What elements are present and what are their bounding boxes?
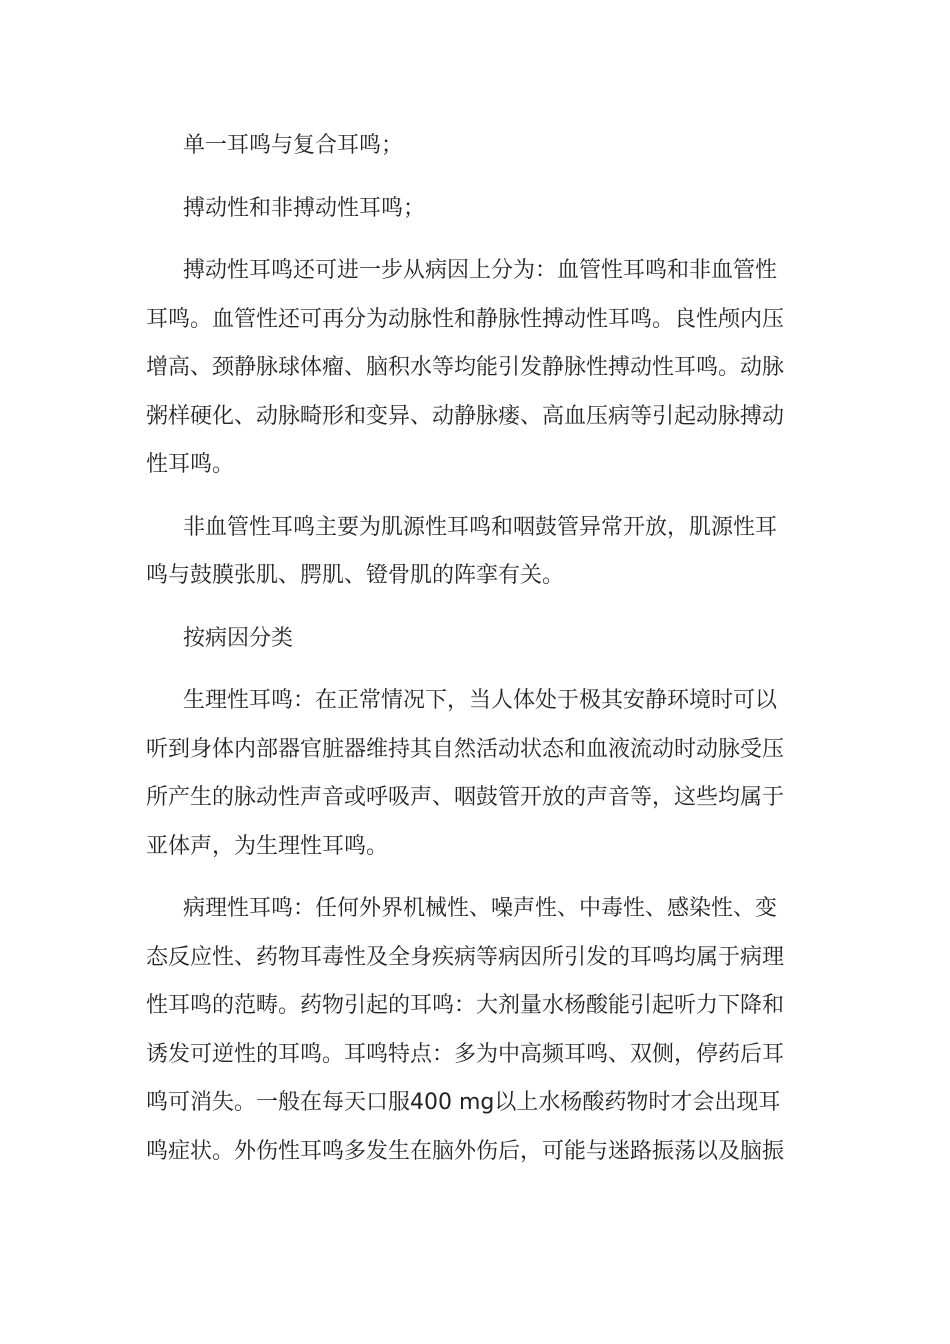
paragraph-6: 生理性耳鸣：在正常情况下，当人体处于极其安静环境时可以听到身体内部器官脏器维持其自然活动状态和血液流动时动脉受压所产生的脉动性声音或呼吸声、咽鼓管开放的声音等，这些均属于亚体声，为生理性耳鸣。 xyxy=(146,688,785,859)
paragraph-7: 病理性耳鸣：任何外界机械性、噪声性、中毒性、感染性、变态反应性、药物耳毒性及全身疾病等病因所引发的耳鸣均属于病理性耳鸣的范畴。药物引起的耳鸣：大剂量水杨酸能引起听力下降和诱发可逆性的耳鸣。耳鸣特点：多为中高频耳鸣、双侧，停药后耳鸣可消失。一般在每天口服400 mg以上水杨酸药物时才会出现耳鸣症状。外伤性耳鸣多发生在脑外伤后，可能与迷路振荡以及脑振 xyxy=(146,896,785,1164)
paragraph-1: 单一耳鸣与复合耳鸣； xyxy=(183,133,404,158)
paragraph-2: 搏动性和非搏动性耳鸣； xyxy=(183,195,426,221)
document-body xyxy=(146,122,798,1176)
paragraph-3: 搏动性耳鸣还可进一步从病因上分为：血管性耳鸣和非血管性耳鸣。血管性还可再分为动脉性和静脉性搏动性耳鸣。良性颅内压增高、颈静脉球体瘤、脑积水等均能引发静脉性搏动性耳鸣。动脉粥样硬化、动脉畸形和变异、动静脉瘘、高血压病等引起动脉搏动性耳鸣。 xyxy=(146,258,785,477)
paragraph-4: 非血管性耳鸣主要为肌源性耳鸣和咽鼓管异常开放，肌源性耳鸣与鼓膜张肌、腭肌、镫骨肌的阵挛有关。 xyxy=(146,514,778,588)
section-heading: 按病因分类 xyxy=(183,625,294,651)
